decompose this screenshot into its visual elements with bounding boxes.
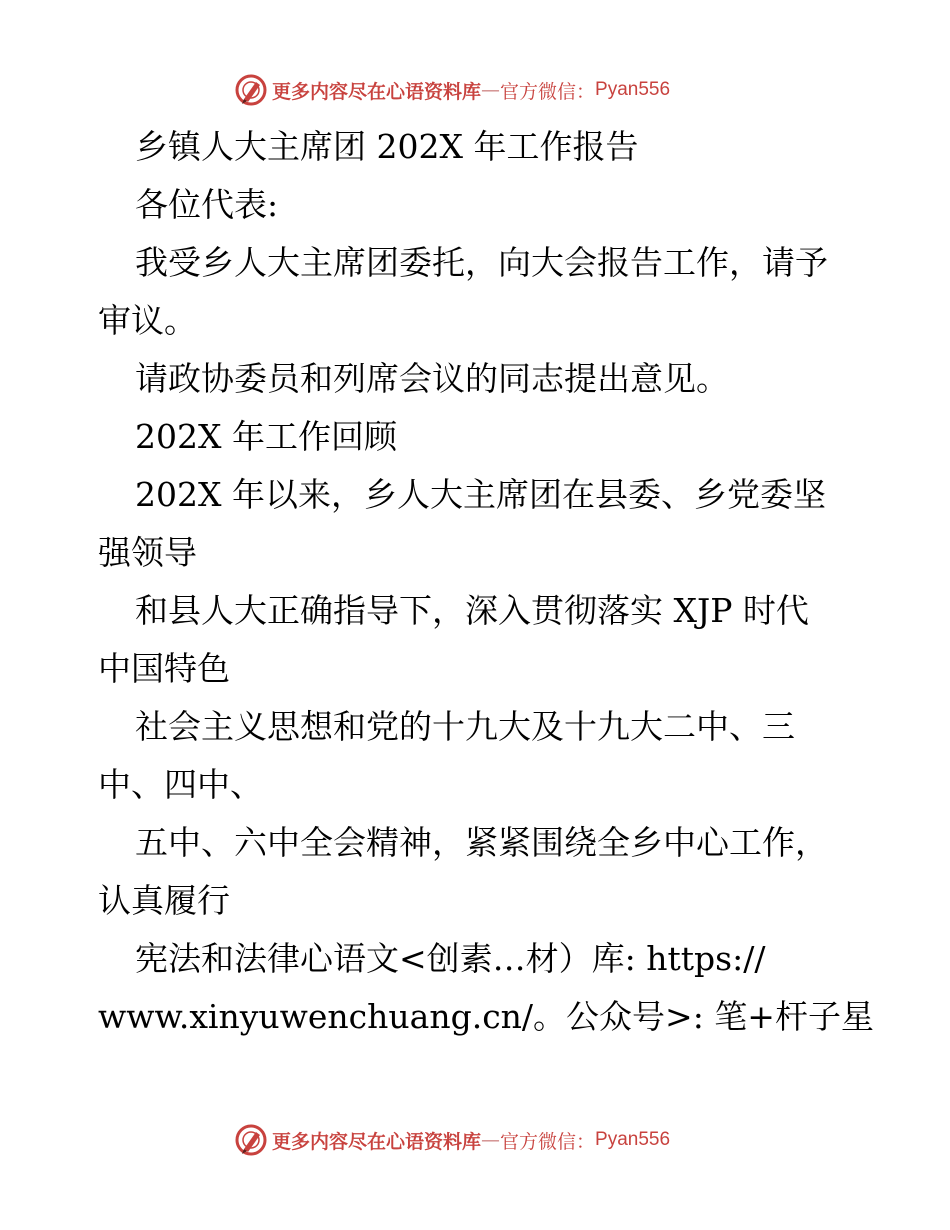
pen-logo-icon (234, 73, 268, 107)
section-heading: 202X 年工作回顾 (135, 417, 397, 456)
watermark-slogan: 更多内容尽在心语资料库 (272, 80, 482, 103)
document-line: 和县人大正确指导下，深入贯彻落实 XJP 时代 (135, 591, 809, 630)
pen-logo-icon (234, 1123, 268, 1157)
document-line: 宪法和法律心语文<创素…材）库: https:// (135, 939, 766, 978)
document-line: 强领导 (98, 533, 197, 572)
document-body (98, 118, 874, 1046)
document-line: 中国特色 (98, 649, 230, 688)
watermark-wechat-label: 官方微信： (500, 80, 596, 103)
document-line: 请政协委员和列席会议的同志提出意见。 (135, 359, 729, 398)
document-line: 202X 年以来，乡人大主席团在县委、乡党委坚 (135, 475, 826, 514)
document-line: 我受乡人大主席团委托，向大会报告工作，请予 (135, 243, 828, 282)
watermark-wechat-label: 官方微信： (500, 1130, 596, 1153)
document-line: 五中、六中全会精神，紧紧围绕全乡中心工作， (135, 823, 828, 862)
watermark-slogan: 更多内容尽在心语资料库 (272, 1130, 482, 1153)
document-line: 认真履行 (98, 881, 230, 920)
watermark-wechat-id: Pyan556 (595, 1129, 671, 1150)
document-line: www.xinyuwenchuang.cn/。公众号>: 笔+杆子星 (98, 997, 874, 1036)
watermark-banner-top (234, 72, 714, 108)
watermark-dash: — (481, 79, 501, 101)
watermark-wechat-id: Pyan556 (595, 79, 671, 100)
document-line: 各位代表: (135, 185, 279, 224)
watermark-dash: — (481, 1129, 501, 1151)
watermark-banner-bottom (234, 1122, 714, 1158)
document-line: 中、四中、 (98, 765, 263, 804)
document-title: 乡镇人大主席团 202X 年工作报告 (135, 127, 639, 166)
document-line: 审议。 (98, 301, 197, 340)
document-line: 社会主义思想和党的十九大及十九大二中、三 (135, 707, 795, 746)
